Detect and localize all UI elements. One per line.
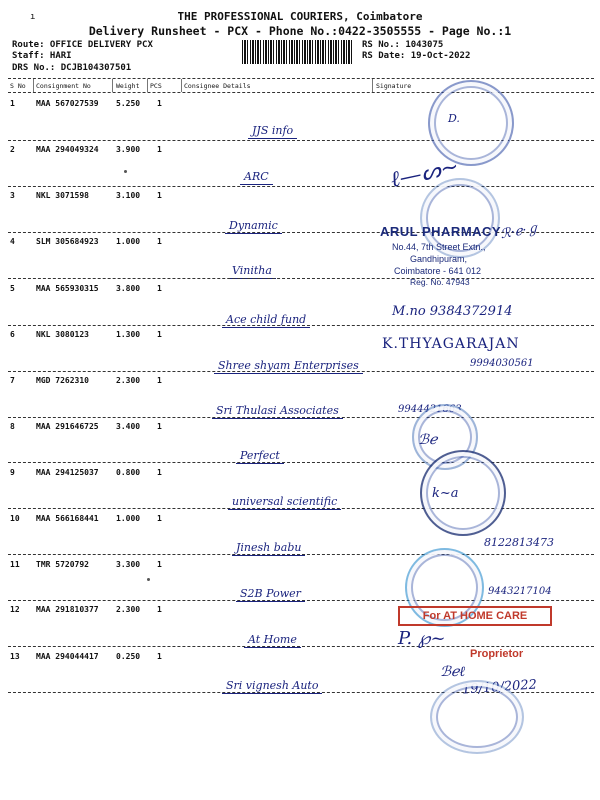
row-pcs: 1: [157, 652, 162, 661]
row-weight: 1.000: [116, 237, 141, 246]
barcode: [242, 40, 352, 64]
row-separator: [8, 186, 594, 187]
row-consignment: SLM 305684923: [36, 237, 99, 246]
row-consignment: NKL 3071598: [36, 191, 89, 200]
row-consignee: Sri vignesh Auto: [222, 679, 322, 694]
row-sno: 12: [10, 605, 20, 614]
row-pcs: 1: [157, 99, 162, 108]
row-separator: [8, 462, 594, 463]
row-separator: [8, 371, 594, 372]
round-stamp: [430, 680, 524, 754]
row-weight: 1.300: [116, 330, 141, 339]
row-sno: 4: [10, 237, 15, 246]
handwritten-phone: 9443217104: [488, 586, 552, 597]
row-consignee: Dynamic: [225, 219, 282, 234]
col-weight: Weight: [116, 82, 140, 90]
runsheet-subtitle: Delivery Runsheet - PCX - Phone No.:0422-3505555 - Page No.:1: [88, 24, 512, 38]
row-sno: 7: [10, 376, 15, 385]
signature-scribble: k~a: [432, 486, 459, 501]
row-separator: [8, 646, 594, 647]
row-consignee: Ace child fund: [222, 313, 310, 328]
pharmacy-stamp-reg: Reg. No. 47943: [410, 277, 470, 287]
row-separator: [8, 600, 594, 601]
row-sno: 10: [10, 514, 20, 523]
handwritten-name: K.THYAGARAJAN: [382, 336, 520, 352]
row-pcs: 1: [157, 330, 162, 339]
col-consignee: Consignee Details: [184, 82, 251, 90]
pen-mark: [124, 170, 127, 173]
row-separator: [8, 508, 594, 509]
row-consignee: Sri Thulasi Associates: [212, 404, 343, 419]
row-sno: 11: [10, 560, 20, 569]
row-consignee: S2B Power: [236, 587, 305, 602]
row-separator: [8, 278, 594, 279]
signature-scribble: ℓ—ᔕ~: [388, 154, 462, 193]
row-weight: 3.100: [116, 191, 141, 200]
pharmacy-stamp-address: Gandhipuram,: [410, 254, 468, 264]
signature-scribble: P. ℘~: [398, 628, 446, 649]
row-sno: 2: [10, 145, 15, 154]
route-label: Route: OFFICE DELIVERY PCX: [12, 40, 153, 50]
row-consignment: TMR 5720792: [36, 560, 89, 569]
handwritten-date: 19/10/2022: [461, 677, 538, 698]
row-consignee: JJS info: [248, 124, 297, 139]
row-consignee: Perfect: [236, 449, 284, 464]
row-consignment: MGD 7262310: [36, 376, 89, 385]
staff-label: Staff: HARI: [12, 51, 72, 61]
row-pcs: 1: [157, 560, 162, 569]
row-consignee: ARC: [240, 170, 273, 185]
row-pcs: 1: [157, 284, 162, 293]
proprietor-label: Proprietor: [470, 648, 524, 660]
drs-number: DRS No.: DCJB104307501: [12, 63, 132, 73]
row-pcs: 1: [157, 191, 162, 200]
row-sno: 13: [10, 652, 20, 661]
rs-number: RS No.: 1043075: [362, 40, 444, 50]
row-consignment: MAA 565930315: [36, 284, 99, 293]
header-divider: [147, 79, 148, 92]
row-consignment: NKL 3080123: [36, 330, 89, 339]
row-sno: 1: [10, 99, 15, 108]
row-consignee: At Home: [244, 633, 301, 648]
handwritten-phone: 9944421663: [398, 404, 462, 415]
row-consignment: MAA 567027539: [36, 99, 99, 108]
row-separator: [8, 325, 594, 326]
company-seal-stamp: [428, 80, 514, 166]
row-consignment: MAA 566168441: [36, 514, 99, 523]
row-weight: 0.800: [116, 468, 141, 477]
at-home-care-stamp: For AT HOME CARE: [398, 606, 552, 626]
handwritten-phone: 9994030561: [470, 358, 534, 369]
row-weight: 3.300: [116, 560, 141, 569]
signature-scribble: ℛ·ℯ·ℊ: [499, 220, 541, 243]
row-pcs: 1: [157, 422, 162, 431]
row-consignee: Jinesh babu: [232, 541, 305, 556]
pharmacy-stamp-name: ARUL PHARMACY: [380, 224, 502, 239]
row-sno: 9: [10, 468, 15, 477]
row-weight: 2.300: [116, 605, 141, 614]
row-pcs: 1: [157, 514, 162, 523]
row-consignee: Shree shyam Enterprises: [214, 359, 363, 374]
signature-scribble: ℬℯℓ: [440, 664, 466, 680]
header-divider: [181, 79, 182, 92]
header-rule-bottom: [8, 92, 594, 93]
row-weight: 2.300: [116, 376, 141, 385]
col-consignment: Consignment No: [36, 82, 91, 90]
row-consignee: Vinitha: [228, 264, 276, 279]
row-separator: [8, 554, 594, 555]
row-pcs: 1: [157, 468, 162, 477]
header-rule-top: [8, 78, 594, 79]
row-consignment: MAA 294125037: [36, 468, 99, 477]
row-pcs: 1: [157, 237, 162, 246]
row-weight: 3.900: [116, 145, 141, 154]
signature-scribble: D.: [448, 112, 460, 125]
row-weight: 3.800: [116, 284, 141, 293]
col-pcs: PCS: [150, 82, 162, 90]
rs-date: RS Date: 19-Oct-2022: [362, 51, 471, 61]
row-weight: 3.400: [116, 422, 141, 431]
handwritten-phone: 8122813473: [484, 536, 554, 549]
header-divider: [33, 79, 34, 92]
col-signature: Signature: [376, 82, 412, 90]
pen-mark: [147, 578, 150, 581]
row-sno: 6: [10, 330, 15, 339]
row-separator: [8, 417, 594, 418]
pharmacy-stamp-address: No.44, 7th Street Extn.,: [392, 242, 486, 252]
row-pcs: 1: [157, 605, 162, 614]
corner-mark: ı: [30, 12, 36, 22]
row-consignment: MAA 294044417: [36, 652, 99, 661]
pharmacy-stamp-address: Coimbatore - 641 012: [394, 266, 482, 276]
row-sno: 5: [10, 284, 15, 293]
row-weight: 0.250: [116, 652, 141, 661]
header-divider: [372, 79, 373, 92]
row-sno: 8: [10, 422, 15, 431]
row-consignee: universal scientific: [228, 495, 341, 510]
header-divider: [112, 79, 113, 92]
row-sno: 3: [10, 191, 15, 200]
row-pcs: 1: [157, 376, 162, 385]
signature-scribble: ℬℯ: [418, 432, 438, 448]
row-consignment: MAA 294049324: [36, 145, 99, 154]
row-consignment: MAA 291810377: [36, 605, 99, 614]
handwritten-mobile: M.no 9384372914: [392, 304, 513, 319]
company-title: THE PROFESSIONAL COURIERS, Coimbatore: [177, 10, 423, 23]
row-pcs: 1: [157, 145, 162, 154]
row-weight: 5.250: [116, 99, 141, 108]
col-sno: S No: [10, 82, 26, 90]
row-weight: 1.000: [116, 514, 141, 523]
row-consignment: MAA 291646725: [36, 422, 99, 431]
